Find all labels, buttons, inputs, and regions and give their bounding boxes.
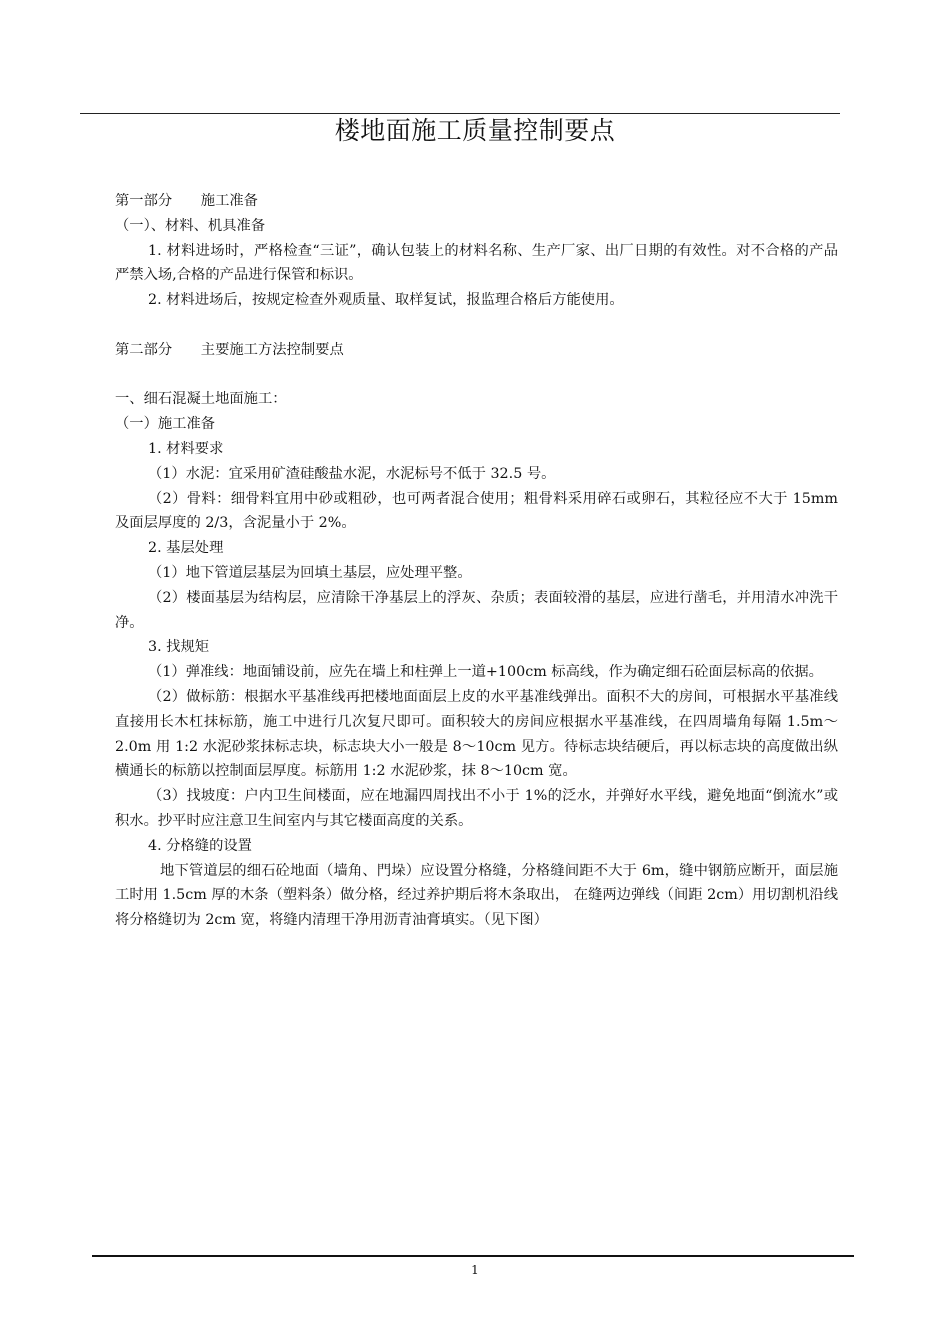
blank-line: [115, 313, 838, 338]
paragraph: （1）地下管道层基层为回填土基层，应处理平整。: [148, 564, 472, 581]
paragraph: （一）施工准备: [115, 416, 216, 433]
blank-line: [115, 363, 838, 388]
paragraph: 第一部分 施工准备: [115, 193, 258, 209]
paragraph: （2）骨料：细骨料宜用中砂或粗砂，也可两者混合使用；粗骨料采用碎石或卵石，其粒径应不大于 15mm 及面层厚度的 2/3，含泥量小于 2%。: [115, 490, 838, 532]
document-body: [115, 189, 838, 933]
paragraph: 一、细石混凝土地面施工：: [115, 391, 287, 408]
paragraph: （2）做标筋：根据水平基准线再把楼地面面层上皮的水平基准线弹出。面积不大的房间，可根据水平基准线直接用长木杠抹标筋，施工中进行几次复尺即可。面积较大的房间应根据水平基准线，在四周墙角每隔 1.5m～2.0m 用 1:2 水泥砂浆抹标志块，标志块大小一般是 8～10cm 见方。待标志块结硬后，再以标志块的高度做出纵横通长的标筋以控制面层厚度。标筋用 1:2 水泥砂浆，抹 8～10cm 宽。: [115, 688, 838, 780]
paragraph: 2. 基层处理: [148, 540, 224, 557]
paragraph: （1）水泥：宜采用矿渣硅酸盐水泥，水泥标号不低于 32.5 号。: [148, 465, 556, 482]
paragraph: 2. 材料进场后，按规定检查外观质量、取样复试，报监理合格后方能使用。: [148, 292, 624, 309]
paragraph: （一）、材料、机具准备: [115, 217, 266, 234]
paragraph: 地下管道层的细石砼地面（墙角、門垛）应设置分格缝，分格缝间距不大于 6m，缝中钢筋应断开，面层施工时用 1.5cm 厚的木条（塑料条）做分格，经过养护期后将木条取出， 在缝两边弹线（间距 2cm）用切割机沿线将分格缝切为 2cm 宽，将缝内清理干净用沥青油膏填实。（见下图）: [115, 862, 838, 929]
paragraph: 1. 材料进场时，严格检查“三证”，确认包装上的材料名称、生产厂家、出厂日期的有效性。对不合格的产品严禁入场,合格的产品进行保管和标识。: [115, 242, 838, 284]
page-number: 1: [471, 1263, 479, 1277]
paragraph: （2）楼面基层为结构层，应清除干净基层上的浮灰、杂质；表面较滑的基层，应进行凿毛，并用清水冲洗干净。: [115, 589, 838, 631]
footer-rule: [92, 1255, 854, 1257]
paragraph: （3）找坡度：户内卫生间楼面，应在地漏四周找出不小于 1%的泛水，并弹好水平线，避免地面“倒流水”或积水。抄平时应注意卫生间室内与其它楼面高度的关系。: [115, 788, 838, 829]
document-title: 楼地面施工质量控制要点: [334, 116, 616, 145]
paragraph: （1）弹准线：地面铺设前，应先在墙上和柱弹上一道+100cm 标高线，作为确定细石砼面层标高的依据。: [148, 664, 823, 681]
paragraph: 第二部分 主要施工方法控制要点: [115, 341, 344, 358]
paragraph: 4. 分格缝的设置: [148, 837, 252, 854]
paragraph: 1. 材料要求: [148, 440, 224, 457]
paragraph: 3. 找规矩: [148, 639, 210, 656]
